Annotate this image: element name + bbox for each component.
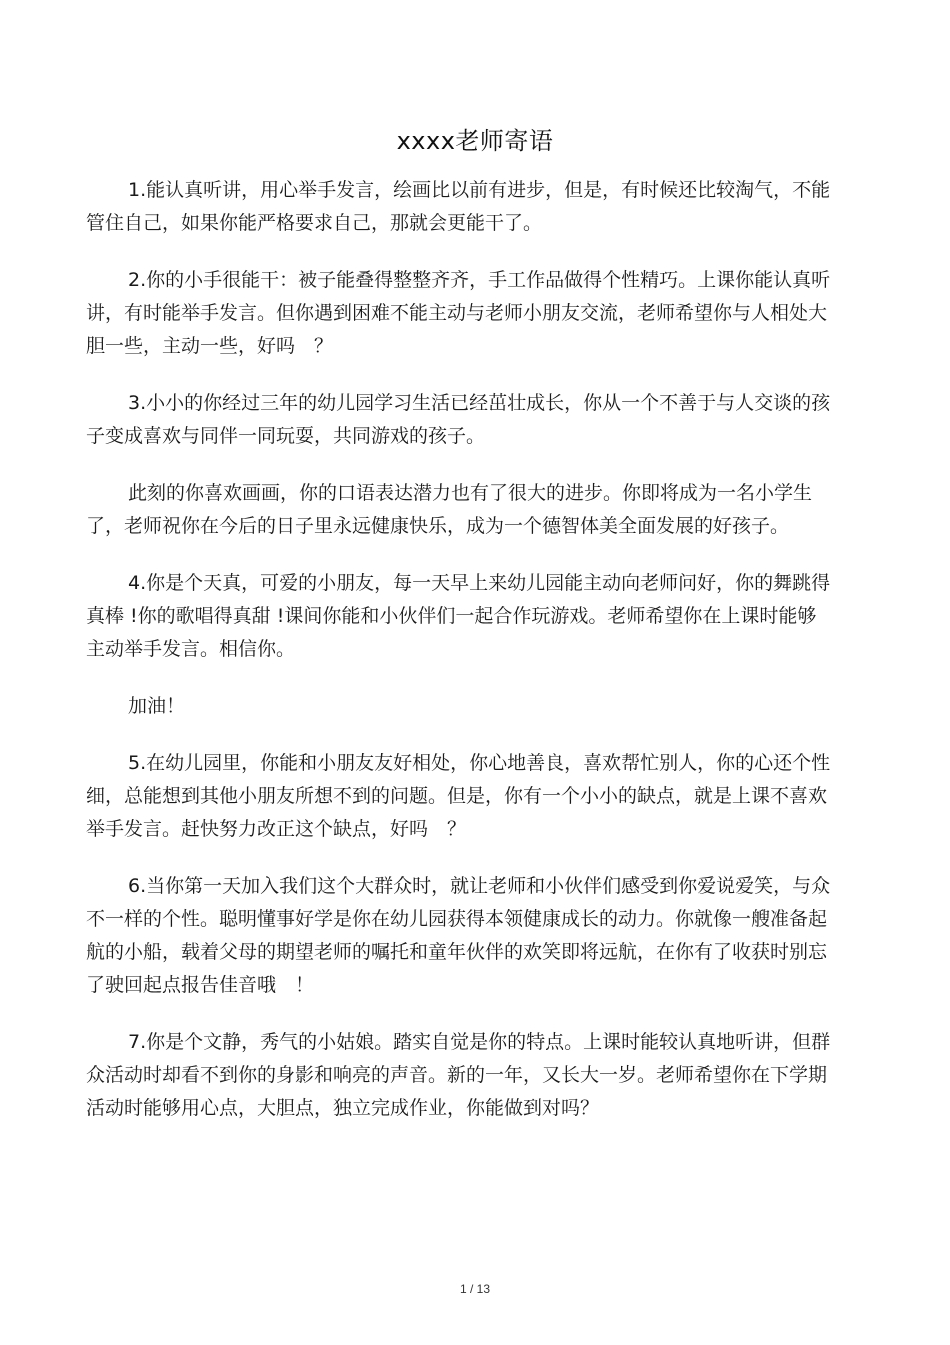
page-number: 1 / 13 xyxy=(459,1282,491,1296)
paragraph-4-continued: 加油！ xyxy=(128,695,186,717)
page-title: xxxx老师寄语 xyxy=(396,127,554,155)
paragraph-4: 4.你是个天真，可爱的小朋友，每一天早上来幼儿园能主动向老师问好，你的舞跳得真棒 !你的歌唱得真甜 !课间你能和小伙伴们一起合作玩游戏。老师希望你在上课时能够主动举手发言。相信你。 xyxy=(86,572,831,660)
paragraph-1: 1.能认真听讲，用心举手发言，绘画比以前有进步，但是，有时候还比较淘气，不能管住自己，如果你能严格要求自己，那就会更能干了。 xyxy=(86,179,831,234)
paragraph-7: 7.你是个文静，秀气的小姑娘。踏实自觉是你的特点。上课时能较认真地听讲，但群众活动时却看不到你的身影和响亮的声音。新的一年，又长大一岁。老师希望你在下学期活动时能够用心点，大胆点，独立完成作业，你能做到对吗？ xyxy=(86,1031,831,1119)
paragraph-3-continued: 此刻的你喜欢画画，你的口语表达潜力也有了很大的进步。你即将成为一名小学生了，老师祝你在今后的日子里永远健康快乐，成为一个德智体美全面发展的好孩子。 xyxy=(86,482,813,537)
paragraph-3: 3.小小的你经过三年的幼儿园学习生活已经茁壮成长，你从一个不善于与人交谈的孩子变成喜欢与同伴一同玩耍，共同游戏的孩子。 xyxy=(86,392,831,447)
paragraph-6: 6.当你第一天加入我们这个大群众时，就让老师和小伙伴们感受到你爱说爱笑，与众不一样的个性。聪明懂事好学是你在幼儿园获得本领健康成长的动力。你就像一艘准备起航的小船，载着父母的期望老师的嘱托和童年伙伴的欢笑即将远航，在你有了收获时别忘了驶回起点报告佳音哦 ！ xyxy=(86,875,831,996)
paragraph-5: 5.在幼儿园里，你能和小朋友友好相处，你心地善良，喜欢帮忙别人，你的心还个性细，总能想到其他小朋友所想不到的问题。但是，你有一个小小的缺点，就是上课不喜欢举手发言。赶快努力改正这个缺点，好吗 ？ xyxy=(86,752,831,840)
document-body xyxy=(86,174,831,1149)
paragraph-2: 2.你的小手很能干：被子能叠得整整齐齐，手工作品做得个性精巧。上课你能认真听讲，有时能举手发言。但你遇到困难不能主动与老师小朋友交流，老师希望你与人相处大胆一些，主动一些，好吗 ？ xyxy=(86,269,831,357)
